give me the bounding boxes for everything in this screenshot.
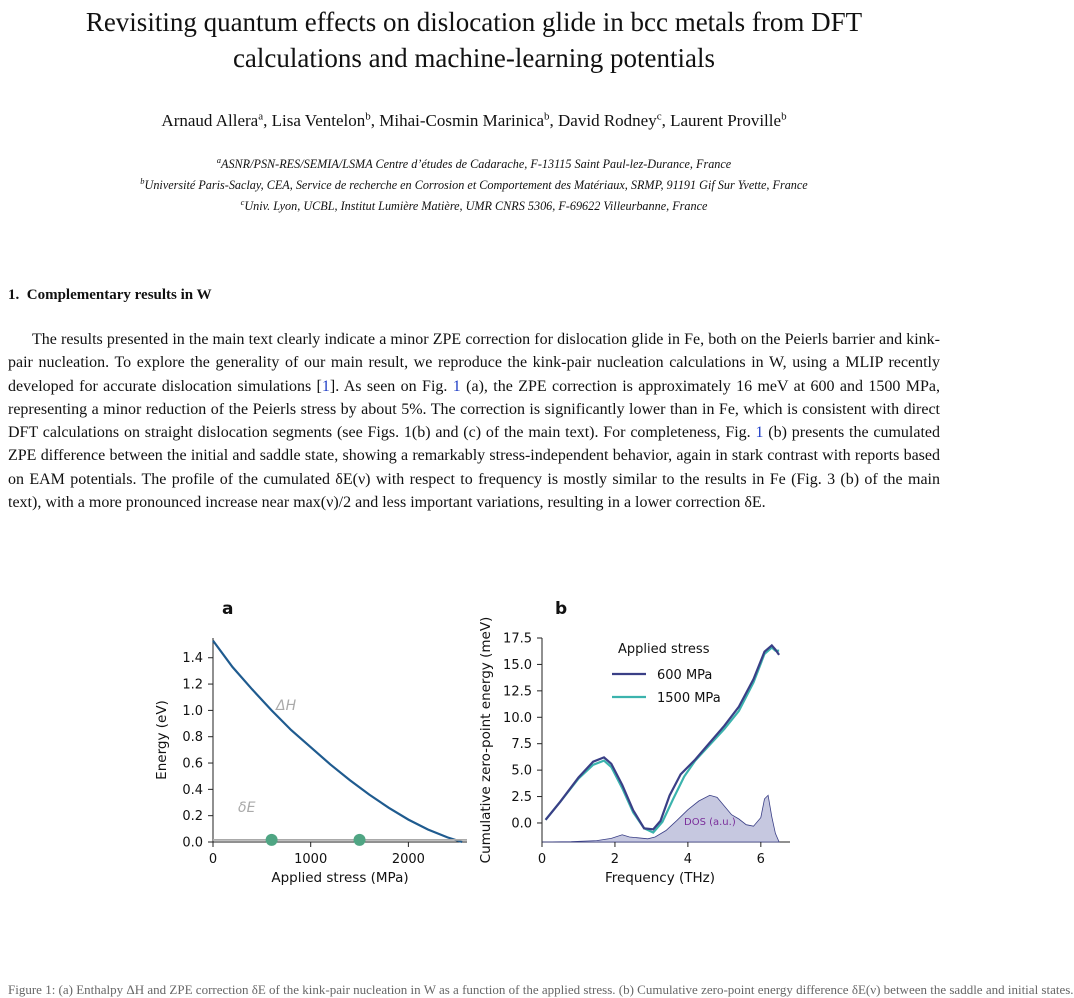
affiliation: $^b$Université Paris-Saclay, CEA, Service de recherche en Corrosion et Comportement des Matériaux, SRMP, 91191 Gif Sur Yvette, France [140,176,808,193]
affiliations [0,152,948,215]
panel-a-y-label: Energy (eV) [154,700,170,780]
y-tick-label: 0.4 [182,782,203,798]
annotation-delta-h: ΔH [276,698,297,714]
dos-label: DOS (a.u.) [684,817,736,828]
x-tick-label: 2 [610,852,620,867]
y-tick-label: 7.5 [511,737,532,753]
y-tick-label: 2.5 [511,790,532,806]
y-tick-label: 0.6 [182,756,203,772]
legend-title: Applied stress [618,642,710,657]
y-tick-label: 0.0 [511,816,532,832]
affiliation: $^a$ASNR/PSN-RES/SEMIA/LSMA Centre d’études de Cadarache, F-13115 Saint Paul-lez-Durance, France [216,155,732,172]
legend-entry-600: 600 MPa [657,668,713,683]
figure-1 [0,590,948,985]
title-line-1: Revisiting quantum effects on dislocation glide in bcc metals from DFT [85,7,863,37]
panel-b [478,599,790,886]
figure-svg [0,590,948,980]
x-tick-label: 6 [756,852,765,867]
panel-a-x-label: Applied stress (MPa) [271,870,409,886]
author: Arnaud Allera$^a$, [161,110,272,130]
figure-link[interactable]: 1 [452,377,461,395]
title-line-2: calculations and machine-learning potentials [232,43,716,73]
x-tick-label: 2000 [391,852,425,867]
legend [612,642,721,706]
x-tick-label: 4 [683,852,693,867]
author: Lisa Ventelon$^b$, [271,110,380,130]
annotation-delta-e: δE [238,800,256,816]
panel-b-x-label: Frequency (THz) [604,870,716,886]
figure-link[interactable]: 1 [755,424,764,442]
section-heading: 1. Complementary results in W [8,287,212,303]
citation-link[interactable]: 1 [321,377,330,395]
y-tick-label: 1.2 [182,677,203,693]
y-tick-label: 0.2 [182,809,203,825]
y-tick-label: 15.0 [503,657,532,673]
data-point-600 [266,834,278,846]
y-tick-label: 17.5 [503,631,532,647]
panel-b-y-label: Cumulative zero-point energy (meV) [478,616,494,864]
paper-title [20,4,928,76]
panel-a-label: a [222,599,234,619]
y-tick-label: 0.0 [182,835,203,851]
body-paragraph: The results presented in the main text clearly indicate a minor ZPE correction for dislocation glide in Fe, both on the Peierls barrier and kink-pair nucleation. To explore the generality of our main result, we reproduce the kink-pair nucleation calculations in W, using a MLIP recently developed for accurate dislocation simulations [1]. As seen on Fig. 1 (a), the ZPE correction is approximately 16 meV at 600 and 1500 MPa, representing a minor reduction of the Peierls stress by about 5%. The correction is significantly lower than in Fe, which is consistent with direct DFT calculations on straight dislocation segments (see Figs. 1(b) and (c) of the main text). For completeness, Fig. 1 (b) presents the cumulated ZPE difference between the initial and saddle state, showing a remarkably stress-independent behavior, again in stark contrast with reports based on EAM potentials. The profile of the cumulated δE(ν) with respect to frequency is mostly similar to the results in Fe (Fig. 3 (b) of the main text), with a more pronounced increase near max(ν)/2 and less important variations, resulting in a lower correction δE. [8,331,941,512]
figure-caption: Figure 1: (a) Enthalpy ΔH and ZPE correction δE of the kink-pair nucleation in W as a function of the applied stress. (b) Cumulative zero-point energy difference δE(ν) between the saddle and initial states. [8,982,1074,997]
y-tick-label: 10.0 [503,710,532,726]
author: Laurent Proville$^b$ [670,110,787,130]
author: Mihai-Cosmin Marinica$^b$, [379,110,559,130]
x-tick-label: 0 [537,852,547,867]
affiliation: $^c$Univ. Lyon, UCBL, Institut Lumière Matière, UMR CNRS 5306, F-69622 Villeurbanne, France [240,197,708,214]
y-tick-label: 0.8 [182,730,203,746]
y-tick-label: 1.0 [182,703,203,719]
y-tick-label: 1.4 [182,651,203,667]
panel-b-label: b [555,599,568,619]
panel-a [154,599,467,886]
y-tick-label: 5.0 [511,763,532,779]
legend-entry-1500: 1500 MPa [657,691,721,706]
x-tick-label: 0 [208,852,218,867]
author: David Rodney$^c$, [558,110,671,130]
author-list [0,110,948,131]
x-tick-label: 1000 [294,852,328,867]
data-point-1500 [354,834,366,846]
y-tick-label: 12.5 [503,684,532,700]
